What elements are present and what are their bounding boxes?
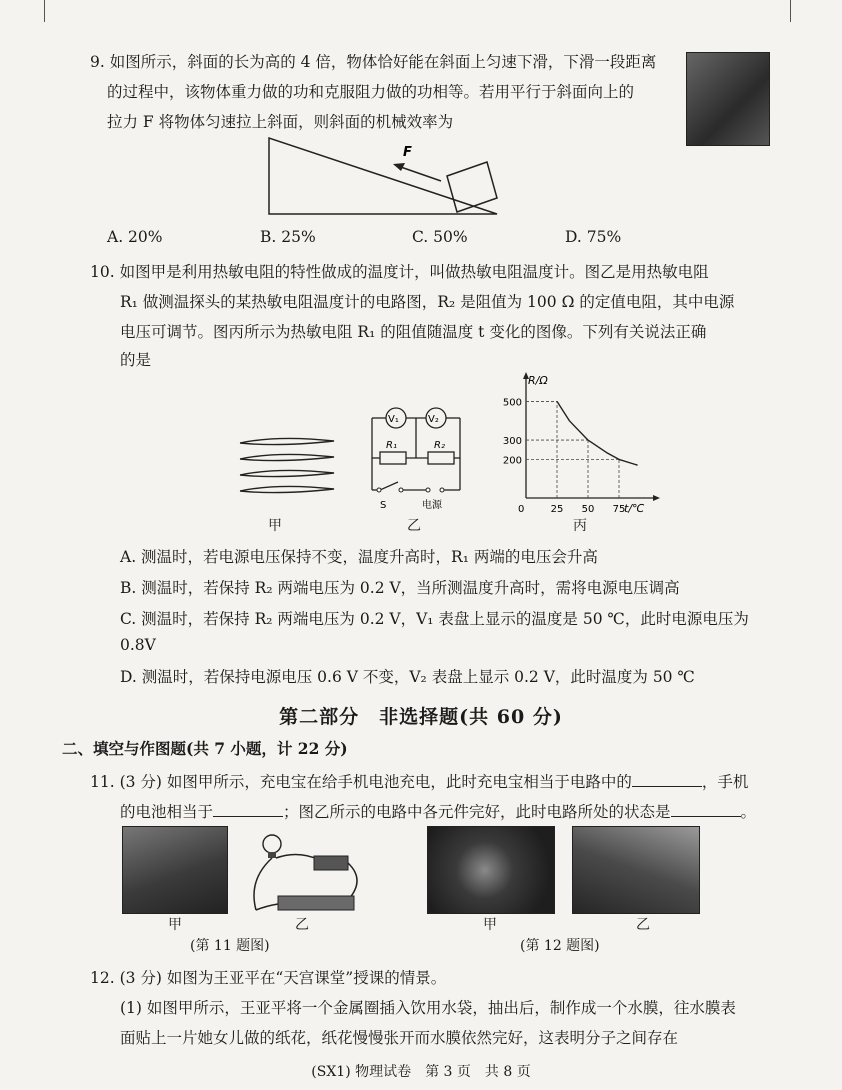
v2-label: V₂: [428, 414, 439, 425]
x-tick-label: 50: [581, 504, 595, 515]
q11-fig-label-yi: 乙: [295, 917, 309, 933]
q11-line2-text: 的电池相当于: [120, 803, 214, 821]
thermometer-figure: [238, 435, 338, 505]
q9-option-c: C. 50%: [412, 228, 468, 246]
q12-line3: 面贴上一片她女儿做的纸花，纸花慢慢张开而水膜依然完好，这表明分子之间存在: [120, 1029, 679, 1047]
force-label: F: [403, 145, 412, 160]
q11-line2-tail: 。: [740, 803, 757, 821]
x-axis-arrow: [653, 495, 660, 501]
incline-triangle: [269, 138, 497, 214]
r2-label: R₂: [434, 440, 445, 451]
q11-caption: (第 11 题图): [190, 938, 270, 954]
x-tick-label: 25: [550, 504, 564, 515]
q10-line1: 10. 如图甲是利用热敏电阻的特性做成的温度计，叫做热敏电阻温度计。图乙是用热敏电阻: [90, 263, 709, 281]
y-tick-label: 500: [502, 397, 522, 409]
v1-label: V₁: [388, 414, 399, 425]
q9-option-a: A. 20%: [107, 228, 163, 246]
q10-line2: R₁ 做测温探头的某热敏电阻温度计的电路图，R₂ 是阻值为 100 Ω 的定值电阻，其中电源: [120, 293, 735, 311]
q11-blank-2[interactable]: [213, 802, 283, 817]
section-heading: 二、填空与作图题(共 7 小题，计 22 分): [62, 739, 348, 758]
y-tick-label: 200: [502, 455, 522, 467]
q10-line3: 电压可调节。图丙所示为热敏电阻 R₁ 的阻值随温度 t 变化的图像。下列有关说法正确: [120, 323, 707, 341]
x-tick-label: 75: [612, 504, 626, 515]
crop-mark-right: [790, 0, 791, 22]
q9-line1: 9. 如图所示，斜面的长为高的 4 倍，物体恰好能在斜面上匀速下滑，下滑一段距离: [90, 53, 657, 71]
q9-photo: [686, 52, 770, 146]
q10-option-d: D. 测温时，若保持电源电压 0.6 V 不变，V₂ 表盘上显示 0.2 V，此时温度为 50 ℃: [120, 668, 695, 686]
q12-line1: 12. (3 分) 如图为王亚平在“天宫课堂”授课的情景。: [90, 969, 447, 987]
block: [447, 162, 497, 212]
q10-option-a: A. 测温时，若电源电压保持不变，温度升高时，R₁ 两端的电压会升高: [120, 548, 598, 566]
q11-line2: [120, 800, 756, 822]
circuit-diagram: [362, 400, 472, 520]
crop-mark-left: [44, 0, 45, 22]
q9-line3: 拉力 F 将物体匀速拉上斜面，则斜面的机械效率为: [107, 113, 454, 131]
r1-label: R₁: [386, 440, 397, 451]
chart-ylabel: R/Ω: [528, 374, 548, 387]
q11-line1: [90, 770, 748, 792]
q12-caption: (第 12 题图): [520, 938, 600, 954]
q11-circuit-photo: [238, 830, 370, 916]
chart-xlabel: t/℃: [624, 502, 645, 515]
part2-heading: 第二部分 非选择题(共 60 分): [279, 706, 563, 728]
q12-fig-label-yi: 乙: [636, 917, 650, 933]
q10-line4: 的是: [120, 351, 152, 369]
switch-label: S: [380, 500, 387, 511]
q11-line1-tail: ，手机: [701, 773, 749, 791]
incline-diagram: [265, 132, 505, 222]
q11-line2-mid: ；图乙所示的电路中各元件完好，此时电路所处的状态是: [283, 803, 671, 821]
q9-option-d: D. 75%: [565, 228, 622, 246]
page-footer: (SX1) 物理试卷 第 3 页 共 8 页: [311, 1064, 531, 1080]
y-tick-label: 300: [502, 436, 522, 448]
fig-label-bing: 丙: [573, 518, 587, 534]
resistance-curve: [557, 401, 638, 465]
q11-blank-3[interactable]: [671, 802, 741, 817]
fig-label-yi: 乙: [407, 518, 421, 534]
q12-fig-label-jia: 甲: [483, 917, 497, 933]
resistance-temperature-chart: [500, 370, 660, 520]
q9-line2: 的过程中，该物体重力做的功和克服阻力做的功相等。若用平行于斜面向上的: [107, 83, 635, 101]
q9-option-b: B. 25%: [260, 228, 316, 246]
q12-line2: (1) 如图甲所示，王亚平将一个金属圈插入饮用水袋，抽出后，制作成一个水膜，往水膜表: [120, 999, 736, 1017]
q11-line1-text: 11. (3 分) 如图甲所示，充电宝在给手机电池充电，此时充电宝相当于电路中的: [90, 773, 632, 791]
q10-option-c: C. 测温时，若保持 R₂ 两端电压为 0.2 V，V₁ 表盘上显示的温度是 50 ℃，此时电源电压为: [120, 610, 749, 628]
q12-photo-lesson: [572, 826, 700, 914]
source-label: 电源: [422, 500, 442, 511]
q11-blank-1[interactable]: [632, 772, 702, 787]
q10-option-b: B. 测温时，若保持 R₂ 两端电压为 0.2 V，当所测温度升高时，需将电源电压调高: [120, 579, 680, 597]
q10-option-c-cont: 0.8V: [120, 636, 156, 654]
chart-origin-label: 0: [518, 504, 525, 515]
q11-fig-label-jia: 甲: [168, 917, 182, 933]
q11-photo-phone-charging: [122, 826, 228, 914]
q12-photo-water-film: [427, 826, 555, 914]
fig-label-jia: 甲: [268, 518, 282, 534]
